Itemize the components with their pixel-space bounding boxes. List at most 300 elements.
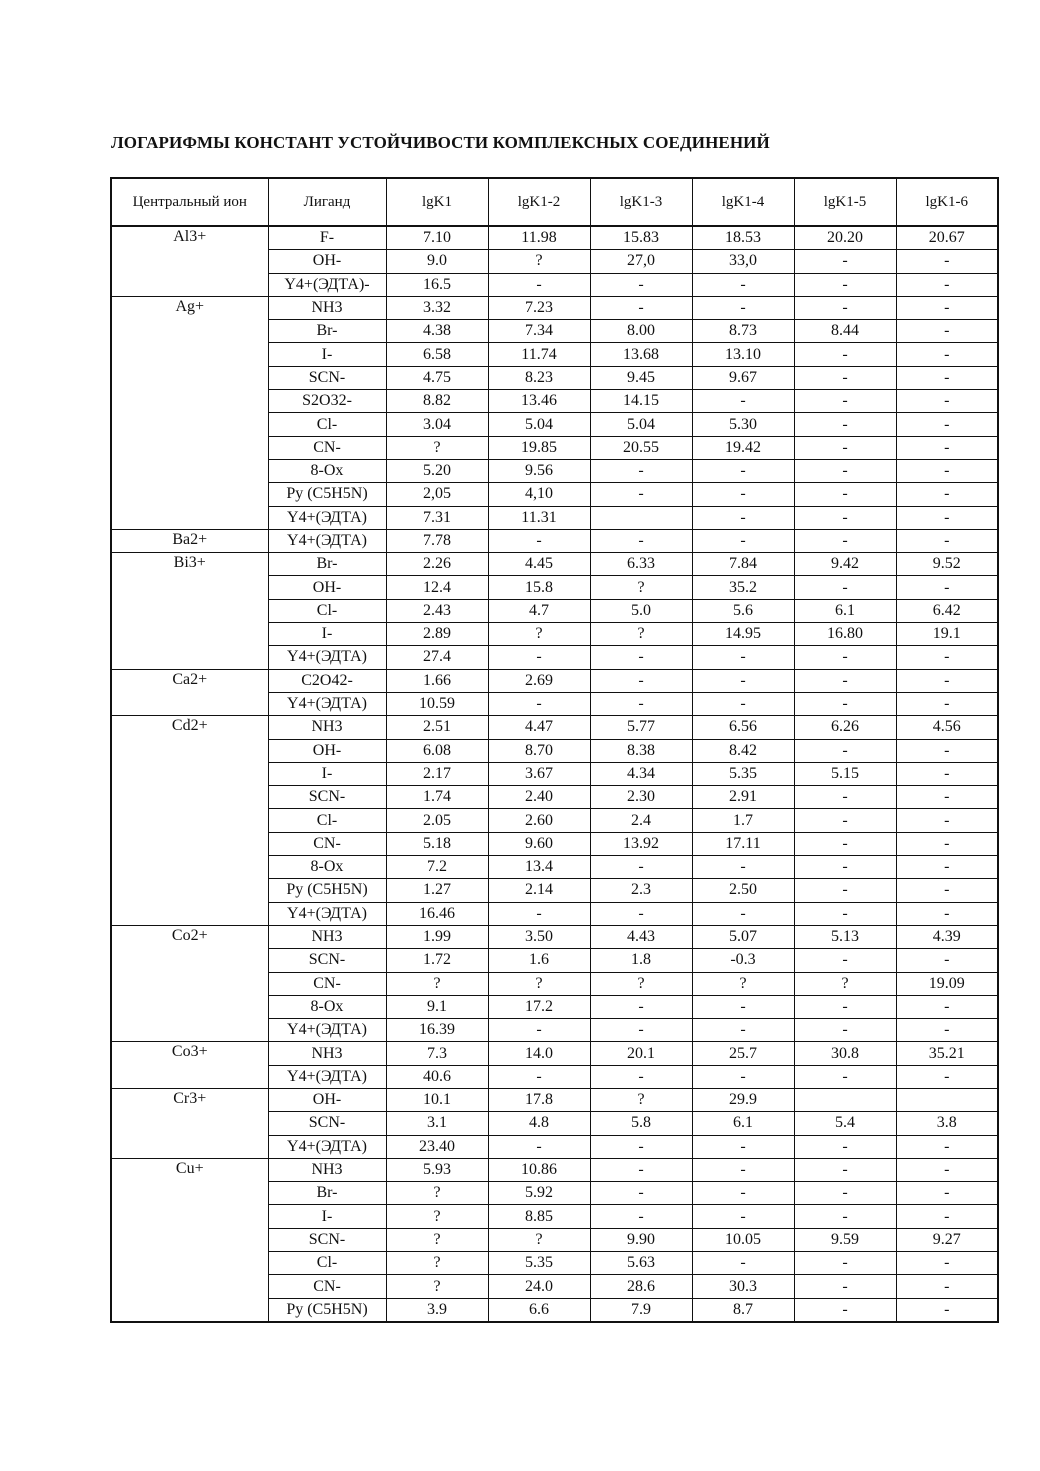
lgk-value-cell: 13.10: [692, 343, 794, 366]
ligand-cell: Y4+(ЭДТА): [268, 1019, 386, 1042]
lgk-value-cell: -: [896, 1252, 998, 1275]
ligand-cell: C2O42-: [268, 669, 386, 692]
lgk-value-cell: -: [794, 809, 896, 832]
lgk-value-cell: -: [488, 1019, 590, 1042]
lgk-value-cell: -: [692, 1252, 794, 1275]
lgk-value-cell: 16.80: [794, 623, 896, 646]
lgk-value-cell: -: [590, 273, 692, 296]
lgk-value-cell: -: [794, 413, 896, 436]
lgk-value-cell: 7.84: [692, 553, 794, 576]
lgk-value-cell: 5.13: [794, 925, 896, 948]
lgk-value-cell: -: [794, 739, 896, 762]
central-ion-cell: Ag+: [111, 296, 268, 529]
central-ion-cell: Al3+: [111, 226, 268, 296]
lgk-value-cell: -: [590, 1065, 692, 1088]
ligand-cell: 8-Ox: [268, 995, 386, 1018]
lgk-value-cell: 6.33: [590, 553, 692, 576]
lgk-value-cell: 5.93: [386, 1158, 488, 1181]
table-row: [111, 1158, 998, 1181]
lgk-value-cell: -: [488, 902, 590, 925]
lgk-value-cell: ?: [488, 1228, 590, 1251]
lgk-value-cell: 23.40: [386, 1135, 488, 1158]
lgk-value-cell: 18.53: [692, 226, 794, 250]
lgk-value-cell: -: [794, 646, 896, 669]
ligand-cell: Cl-: [268, 413, 386, 436]
lgk-value-cell: 10.05: [692, 1228, 794, 1251]
lgk-value-cell: 19.09: [896, 972, 998, 995]
lgk-value-cell: 7.31: [386, 506, 488, 529]
lgk-value-cell: ?: [590, 1088, 692, 1111]
ligand-cell: Br-: [268, 320, 386, 343]
lgk-value-cell: -: [794, 459, 896, 482]
lgk-value-cell: -: [794, 692, 896, 715]
lgk-value-cell: 5.77: [590, 716, 692, 739]
ligand-cell: Y4+(ЭДТА): [268, 1065, 386, 1088]
lgk-value-cell: 4.8: [488, 1112, 590, 1135]
ligand-cell: NH3: [268, 925, 386, 948]
lgk-value-cell: -: [590, 296, 692, 319]
lgk-value-cell: -: [590, 483, 692, 506]
ligand-cell: Py (C5H5N): [268, 1298, 386, 1322]
lgk-value-cell: 5.35: [488, 1252, 590, 1275]
lgk-value-cell: 5.04: [590, 413, 692, 436]
lgk-value-cell: 8.00: [590, 320, 692, 343]
lgk-value-cell: 14.95: [692, 623, 794, 646]
lgk-value-cell: [896, 1088, 998, 1111]
lgk-value-cell: 4.38: [386, 320, 488, 343]
lgk-value-cell: 35.21: [896, 1042, 998, 1065]
lgk-value-cell: 10.1: [386, 1088, 488, 1111]
lgk-value-cell: -: [896, 1158, 998, 1181]
lgk-value-cell: -: [896, 459, 998, 482]
lgk-value-cell: 2.17: [386, 762, 488, 785]
lgk-value-cell: ?: [590, 576, 692, 599]
lgk-value-cell: -: [794, 1019, 896, 1042]
lgk-value-cell: 8.7: [692, 1298, 794, 1322]
ligand-cell: Py (C5H5N): [268, 879, 386, 902]
ligand-cell: SCN-: [268, 1228, 386, 1251]
ligand-cell: Cl-: [268, 809, 386, 832]
header-lgk1-2: lgK1-2: [488, 178, 590, 226]
header-lgk1: lgK1: [386, 178, 488, 226]
lgk-value-cell: 9.56: [488, 459, 590, 482]
lgk-value-cell: -: [692, 1158, 794, 1181]
lgk-value-cell: -: [794, 949, 896, 972]
lgk-value-cell: -: [692, 296, 794, 319]
lgk-value-cell: -: [896, 343, 998, 366]
lgk-value-cell: 7.3: [386, 1042, 488, 1065]
lgk-value-cell: 19.1: [896, 623, 998, 646]
lgk-value-cell: -: [794, 1182, 896, 1205]
ligand-cell: Py (C5H5N): [268, 483, 386, 506]
lgk-value-cell: 5.20: [386, 459, 488, 482]
ligand-cell: 8-Ox: [268, 856, 386, 879]
lgk-value-cell: 9.45: [590, 366, 692, 389]
lgk-value-cell: 6.42: [896, 599, 998, 622]
lgk-value-cell: -: [896, 856, 998, 879]
lgk-value-cell: 2.69: [488, 669, 590, 692]
lgk-value-cell: -0.3: [692, 949, 794, 972]
lgk-value-cell: ?: [386, 1252, 488, 1275]
lgk-value-cell: -: [590, 856, 692, 879]
table-row: [111, 1088, 998, 1111]
lgk-value-cell: 7.34: [488, 320, 590, 343]
lgk-value-cell: -: [590, 529, 692, 552]
lgk-value-cell: -: [896, 1275, 998, 1298]
lgk-value-cell: 19.85: [488, 436, 590, 459]
lgk-value-cell: -: [896, 739, 998, 762]
lgk-value-cell: 3.32: [386, 296, 488, 319]
lgk-value-cell: -: [692, 273, 794, 296]
lgk-value-cell: -: [896, 879, 998, 902]
lgk-value-cell: -: [590, 1019, 692, 1042]
lgk-value-cell: -: [590, 1182, 692, 1205]
lgk-value-cell: 1.72: [386, 949, 488, 972]
central-ion-cell: Ba2+: [111, 529, 268, 552]
lgk-value-cell: 5.07: [692, 925, 794, 948]
lgk-value-cell: 15.83: [590, 226, 692, 250]
lgk-value-cell: -: [794, 366, 896, 389]
lgk-value-cell: -: [488, 692, 590, 715]
ligand-cell: Y4+(ЭДТА): [268, 902, 386, 925]
lgk-value-cell: 6.1: [794, 599, 896, 622]
lgk-value-cell: -: [488, 1135, 590, 1158]
lgk-value-cell: -: [896, 949, 998, 972]
lgk-value-cell: ?: [794, 972, 896, 995]
lgk-value-cell: -: [794, 576, 896, 599]
lgk-value-cell: -: [896, 902, 998, 925]
lgk-value-cell: -: [896, 786, 998, 809]
lgk-value-cell: 3.9: [386, 1298, 488, 1322]
lgk-value-cell: -: [794, 436, 896, 459]
lgk-value-cell: 29.9: [692, 1088, 794, 1111]
lgk-value-cell: ?: [386, 1182, 488, 1205]
lgk-value-cell: -: [692, 646, 794, 669]
lgk-value-cell: 35.2: [692, 576, 794, 599]
lgk-value-cell: 8.70: [488, 739, 590, 762]
ligand-cell: Y4+(ЭДТА): [268, 692, 386, 715]
ligand-cell: NH3: [268, 1042, 386, 1065]
ligand-cell: S2O32-: [268, 390, 386, 413]
lgk-value-cell: -: [488, 529, 590, 552]
table-row: [111, 925, 998, 948]
lgk-value-cell: 7.78: [386, 529, 488, 552]
lgk-value-cell: 7.23: [488, 296, 590, 319]
central-ion-cell: Co2+: [111, 925, 268, 1041]
lgk-value-cell: 20.67: [896, 226, 998, 250]
table-row: [111, 226, 998, 250]
ligand-cell: Y4+(ЭДТА): [268, 1135, 386, 1158]
lgk-value-cell: -: [794, 879, 896, 902]
table-body: [111, 226, 998, 1322]
lgk-value-cell: 4,10: [488, 483, 590, 506]
lgk-value-cell: ?: [386, 1228, 488, 1251]
lgk-value-cell: -: [896, 273, 998, 296]
lgk-value-cell: 7.10: [386, 226, 488, 250]
ligand-cell: CN-: [268, 436, 386, 459]
lgk-value-cell: -: [794, 1158, 896, 1181]
table-row: [111, 529, 998, 552]
lgk-value-cell: ?: [488, 623, 590, 646]
lgk-value-cell: -: [794, 296, 896, 319]
ligand-cell: I-: [268, 623, 386, 646]
lgk-value-cell: 3.04: [386, 413, 488, 436]
lgk-value-cell: ?: [590, 623, 692, 646]
lgk-value-cell: 2.4: [590, 809, 692, 832]
lgk-value-cell: 8.38: [590, 739, 692, 762]
header-row: [111, 178, 998, 226]
lgk-value-cell: ?: [386, 972, 488, 995]
central-ion-cell: Cr3+: [111, 1088, 268, 1158]
lgk-value-cell: 5.04: [488, 413, 590, 436]
lgk-value-cell: -: [794, 250, 896, 273]
lgk-value-cell: 8.23: [488, 366, 590, 389]
lgk-value-cell: -: [896, 413, 998, 436]
lgk-value-cell: -: [896, 436, 998, 459]
lgk-value-cell: -: [794, 1065, 896, 1088]
lgk-value-cell: 9.42: [794, 553, 896, 576]
lgk-value-cell: -: [488, 273, 590, 296]
ligand-cell: SCN-: [268, 1112, 386, 1135]
lgk-value-cell: -: [896, 995, 998, 1018]
lgk-value-cell: -: [794, 529, 896, 552]
lgk-value-cell: -: [896, 809, 998, 832]
lgk-value-cell: -: [590, 1135, 692, 1158]
central-ion-cell: Ca2+: [111, 669, 268, 716]
ligand-cell: NH3: [268, 296, 386, 319]
lgk-value-cell: 10.59: [386, 692, 488, 715]
lgk-value-cell: -: [794, 669, 896, 692]
lgk-value-cell: 5.8: [590, 1112, 692, 1135]
lgk-value-cell: -: [794, 902, 896, 925]
lgk-value-cell: -: [896, 1065, 998, 1088]
lgk-value-cell: -: [794, 786, 896, 809]
lgk-value-cell: -: [794, 1298, 896, 1322]
lgk-value-cell: 27,0: [590, 250, 692, 273]
lgk-value-cell: -: [794, 390, 896, 413]
lgk-value-cell: -: [896, 1135, 998, 1158]
lgk-value-cell: 33,0: [692, 250, 794, 273]
lgk-value-cell: ?: [386, 1205, 488, 1228]
lgk-value-cell: 2.26: [386, 553, 488, 576]
lgk-value-cell: 30.3: [692, 1275, 794, 1298]
lgk-value-cell: 1.74: [386, 786, 488, 809]
lgk-value-cell: 2.89: [386, 623, 488, 646]
ligand-cell: OH-: [268, 576, 386, 599]
lgk-value-cell: 6.56: [692, 716, 794, 739]
lgk-value-cell: 14.15: [590, 390, 692, 413]
ligand-cell: Y4+(ЭДТА)-: [268, 273, 386, 296]
ligand-cell: CN-: [268, 832, 386, 855]
lgk-value-cell: ?: [386, 436, 488, 459]
lgk-value-cell: -: [896, 320, 998, 343]
lgk-value-cell: 1.6: [488, 949, 590, 972]
lgk-value-cell: 17.8: [488, 1088, 590, 1111]
lgk-value-cell: 6.1: [692, 1112, 794, 1135]
header-lgk1-6: lgK1-6: [896, 178, 998, 226]
page-title: ЛОГАРИФМЫ КОНСТАНТ УСТОЙЧИВОСТИ КОМПЛЕКСНЫХ СОЕДИНЕНИЙ: [111, 133, 770, 152]
lgk-value-cell: 5.4: [794, 1112, 896, 1135]
lgk-value-cell: -: [692, 1205, 794, 1228]
lgk-value-cell: 4.47: [488, 716, 590, 739]
lgk-value-cell: -: [896, 669, 998, 692]
lgk-value-cell: -: [896, 250, 998, 273]
lgk-value-cell: 11.98: [488, 226, 590, 250]
lgk-value-cell: 2.05: [386, 809, 488, 832]
lgk-value-cell: 4.75: [386, 366, 488, 389]
lgk-value-cell: -: [794, 483, 896, 506]
lgk-value-cell: -: [692, 483, 794, 506]
lgk-value-cell: 9.67: [692, 366, 794, 389]
lgk-value-cell: -: [794, 995, 896, 1018]
lgk-value-cell: -: [896, 529, 998, 552]
lgk-value-cell: -: [896, 692, 998, 715]
lgk-value-cell: 7.2: [386, 856, 488, 879]
lgk-value-cell: -: [896, 1019, 998, 1042]
ligand-cell: Br-: [268, 1182, 386, 1205]
ligand-cell: OH-: [268, 739, 386, 762]
lgk-value-cell: -: [794, 832, 896, 855]
lgk-value-cell: 2.51: [386, 716, 488, 739]
lgk-value-cell: ?: [386, 1275, 488, 1298]
ligand-cell: NH3: [268, 716, 386, 739]
lgk-value-cell: 13.46: [488, 390, 590, 413]
lgk-value-cell: 16.5: [386, 273, 488, 296]
lgk-value-cell: 9.60: [488, 832, 590, 855]
lgk-value-cell: -: [590, 1158, 692, 1181]
lgk-value-cell: 30.8: [794, 1042, 896, 1065]
lgk-value-cell: 9.1: [386, 995, 488, 1018]
lgk-value-cell: -: [896, 1298, 998, 1322]
lgk-value-cell: -: [590, 669, 692, 692]
lgk-value-cell: 3.67: [488, 762, 590, 785]
lgk-value-cell: 13.4: [488, 856, 590, 879]
lgk-value-cell: 3.8: [896, 1112, 998, 1135]
lgk-value-cell: ?: [488, 250, 590, 273]
lgk-value-cell: 1.66: [386, 669, 488, 692]
lgk-value-cell: ?: [488, 972, 590, 995]
header-lgk1-4: lgK1-4: [692, 178, 794, 226]
lgk-value-cell: -: [896, 483, 998, 506]
lgk-value-cell: 5.0: [590, 599, 692, 622]
lgk-value-cell: -: [794, 506, 896, 529]
lgk-value-cell: 40.6: [386, 1065, 488, 1088]
lgk-value-cell: -: [692, 529, 794, 552]
lgk-value-cell: -: [896, 576, 998, 599]
lgk-value-cell: 4.39: [896, 925, 998, 948]
lgk-value-cell: 4.45: [488, 553, 590, 576]
lgk-value-cell: 8.44: [794, 320, 896, 343]
stability-constants-table: [110, 177, 999, 1323]
ligand-cell: OH-: [268, 250, 386, 273]
lgk-value-cell: -: [692, 1182, 794, 1205]
lgk-value-cell: 28.6: [590, 1275, 692, 1298]
lgk-value-cell: -: [488, 1065, 590, 1088]
lgk-value-cell: 9.27: [896, 1228, 998, 1251]
lgk-value-cell: 7.9: [590, 1298, 692, 1322]
lgk-value-cell: 5.18: [386, 832, 488, 855]
lgk-value-cell: 25.7: [692, 1042, 794, 1065]
lgk-value-cell: 2.60: [488, 809, 590, 832]
lgk-value-cell: 9.0: [386, 250, 488, 273]
ligand-cell: SCN-: [268, 949, 386, 972]
lgk-value-cell: -: [896, 1205, 998, 1228]
lgk-value-cell: -: [692, 1019, 794, 1042]
lgk-value-cell: 2,05: [386, 483, 488, 506]
ligand-cell: NH3: [268, 1158, 386, 1181]
ligand-cell: Br-: [268, 553, 386, 576]
table-row: [111, 669, 998, 692]
lgk-value-cell: -: [692, 692, 794, 715]
lgk-value-cell: -: [896, 762, 998, 785]
ligand-cell: I-: [268, 762, 386, 785]
lgk-value-cell: 4.7: [488, 599, 590, 622]
lgk-value-cell: -: [896, 646, 998, 669]
ligand-cell: 8-Ox: [268, 459, 386, 482]
lgk-value-cell: -: [692, 995, 794, 1018]
lgk-value-cell: 3.50: [488, 925, 590, 948]
ligand-cell: I-: [268, 343, 386, 366]
lgk-value-cell: 10.86: [488, 1158, 590, 1181]
lgk-value-cell: [590, 506, 692, 529]
header-ion: Центральный ион: [111, 178, 268, 226]
lgk-value-cell: 20.20: [794, 226, 896, 250]
table-row: [111, 1042, 998, 1065]
lgk-value-cell: 14.0: [488, 1042, 590, 1065]
lgk-value-cell: 15.8: [488, 576, 590, 599]
lgk-value-cell: 5.15: [794, 762, 896, 785]
lgk-value-cell: ?: [692, 972, 794, 995]
header-lgk1-3: lgK1-3: [590, 178, 692, 226]
lgk-value-cell: 3.1: [386, 1112, 488, 1135]
lgk-value-cell: -: [692, 902, 794, 925]
table-row: [111, 716, 998, 739]
lgk-value-cell: -: [794, 1135, 896, 1158]
lgk-value-cell: 24.0: [488, 1275, 590, 1298]
lgk-value-cell: 8.73: [692, 320, 794, 343]
ligand-cell: OH-: [268, 1088, 386, 1111]
lgk-value-cell: 4.56: [896, 716, 998, 739]
lgk-value-cell: 8.42: [692, 739, 794, 762]
lgk-value-cell: -: [590, 646, 692, 669]
lgk-value-cell: -: [692, 459, 794, 482]
lgk-value-cell: -: [896, 390, 998, 413]
lgk-value-cell: -: [794, 1275, 896, 1298]
lgk-value-cell: 1.7: [692, 809, 794, 832]
lgk-value-cell: 4.34: [590, 762, 692, 785]
lgk-value-cell: 27.4: [386, 646, 488, 669]
ligand-cell: Y4+(ЭДТА): [268, 506, 386, 529]
lgk-value-cell: -: [896, 506, 998, 529]
lgk-value-cell: 4.43: [590, 925, 692, 948]
lgk-value-cell: 2.30: [590, 786, 692, 809]
lgk-value-cell: 5.35: [692, 762, 794, 785]
lgk-value-cell: 9.90: [590, 1228, 692, 1251]
header-lgk1-5: lgK1-5: [794, 178, 896, 226]
lgk-value-cell: 17.11: [692, 832, 794, 855]
lgk-value-cell: -: [590, 459, 692, 482]
lgk-value-cell: -: [692, 856, 794, 879]
lgk-value-cell: 6.6: [488, 1298, 590, 1322]
ligand-cell: Y4+(ЭДТА): [268, 646, 386, 669]
ligand-cell: SCN-: [268, 786, 386, 809]
ligand-cell: F-: [268, 226, 386, 250]
lgk-value-cell: 5.92: [488, 1182, 590, 1205]
lgk-value-cell: 11.74: [488, 343, 590, 366]
lgk-value-cell: -: [794, 343, 896, 366]
lgk-value-cell: -: [692, 390, 794, 413]
ligand-cell: I-: [268, 1205, 386, 1228]
